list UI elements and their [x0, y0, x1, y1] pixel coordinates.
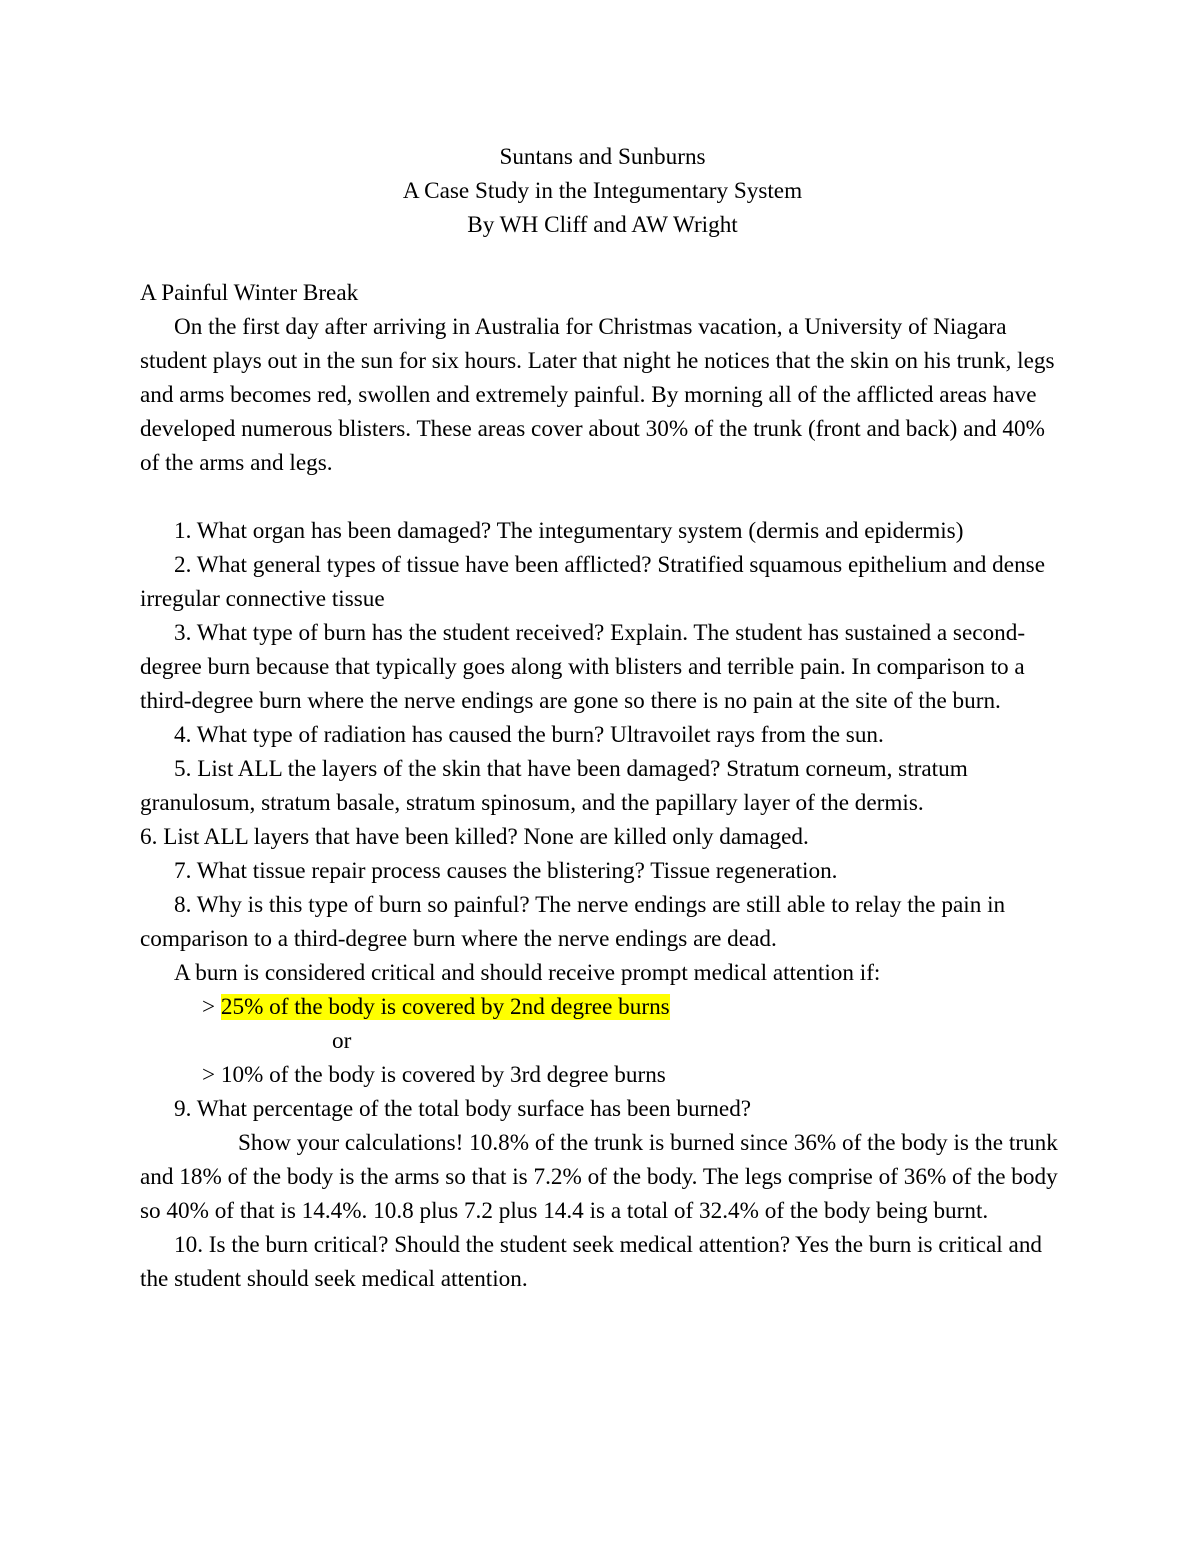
spacer: [140, 480, 1065, 514]
critical-criteria-intro: A burn is considered critical and should receive prompt medical attention if:: [174, 960, 881, 986]
question-10: 10. Is the burn critical? Should the student seek medical attention? Yes the burn is critical and the student should seek medical attention.: [140, 1232, 1043, 1292]
question-4: 4. What type of radiation has caused the burn? Ultravoilet rays from the sun.: [174, 722, 884, 748]
question-9-answer: Show your calculations! 10.8% of the trunk is burned since 36% of the body is the trunk and 18% of the body is the arms so that is 7.2% of the body. The legs comprise of 36% of the body so 40% of that is 14.4%. 10.8 plus 7.2 plus 14.4 is a total of 32.4% of the body being burnt.: [140, 1130, 1058, 1224]
or-separator: or: [332, 1028, 352, 1054]
question-1: 1. What organ has been damaged? The integumentary system (dermis and epidermis): [174, 518, 964, 544]
case-intro-paragraph: On the first day after arriving in Australia for Christmas vacation, a University of Niagara student plays out in the sun for six hours. Later that night he notices that the skin on his trunk, legs and arms becomes red, swollen and extremely painful. By morning all of the afflicted areas have developed numerous blisters. These areas cover about 30% of the trunk (front and back) and 40% of the arms and legs.: [140, 314, 1055, 476]
criterion-2nd-degree: [140, 990, 1065, 1024]
question-5: 5. List ALL the layers of the skin that have been damaged? Stratum corneum, stratum granulosum, stratum basale, stratum spinosum, and the papillary layer of the dermis.: [140, 756, 968, 816]
section-heading: A Painful Winter Break: [140, 280, 359, 306]
greater-than-sign: >: [202, 994, 216, 1020]
question-8: 8. Why is this type of burn so painful? The nerve endings are still able to relay the pain in comparison to a third-degree burn where the nerve endings are dead.: [140, 892, 1006, 952]
question-2: 2. What general types of tissue have been afflicted? Stratified squamous epithelium and dense irregular connective tissue: [140, 552, 1045, 612]
highlighted-criterion: 25% of the body is covered by 2nd degree burns: [220, 994, 670, 1020]
question-7: 7. What tissue repair process causes the blistering? Tissue regeneration.: [174, 858, 838, 884]
document-authors: By WH Cliff and AW Wright: [467, 212, 738, 238]
question-6: 6. List ALL layers that have been killed? None are killed only damaged.: [140, 824, 809, 850]
document-title: Suntans and Sunburns: [499, 144, 706, 170]
question-9: 9. What percentage of the total body surface has been burned?: [174, 1096, 752, 1122]
document-body: [140, 140, 1065, 1296]
spacer: [140, 242, 1065, 276]
question-3: 3. What type of burn has the student received? Explain. The student has sustained a second-degree burn because that typically goes along with blisters and terrible pain. In comparison to a third-degree burn where the nerve endings are gone so there is no pain at the site of the burn.: [140, 620, 1026, 714]
document-subtitle: A Case Study in the Integumentary System: [402, 178, 803, 204]
criterion-3rd-degree: > 10% of the body is covered by 3rd degree burns: [202, 1062, 666, 1088]
